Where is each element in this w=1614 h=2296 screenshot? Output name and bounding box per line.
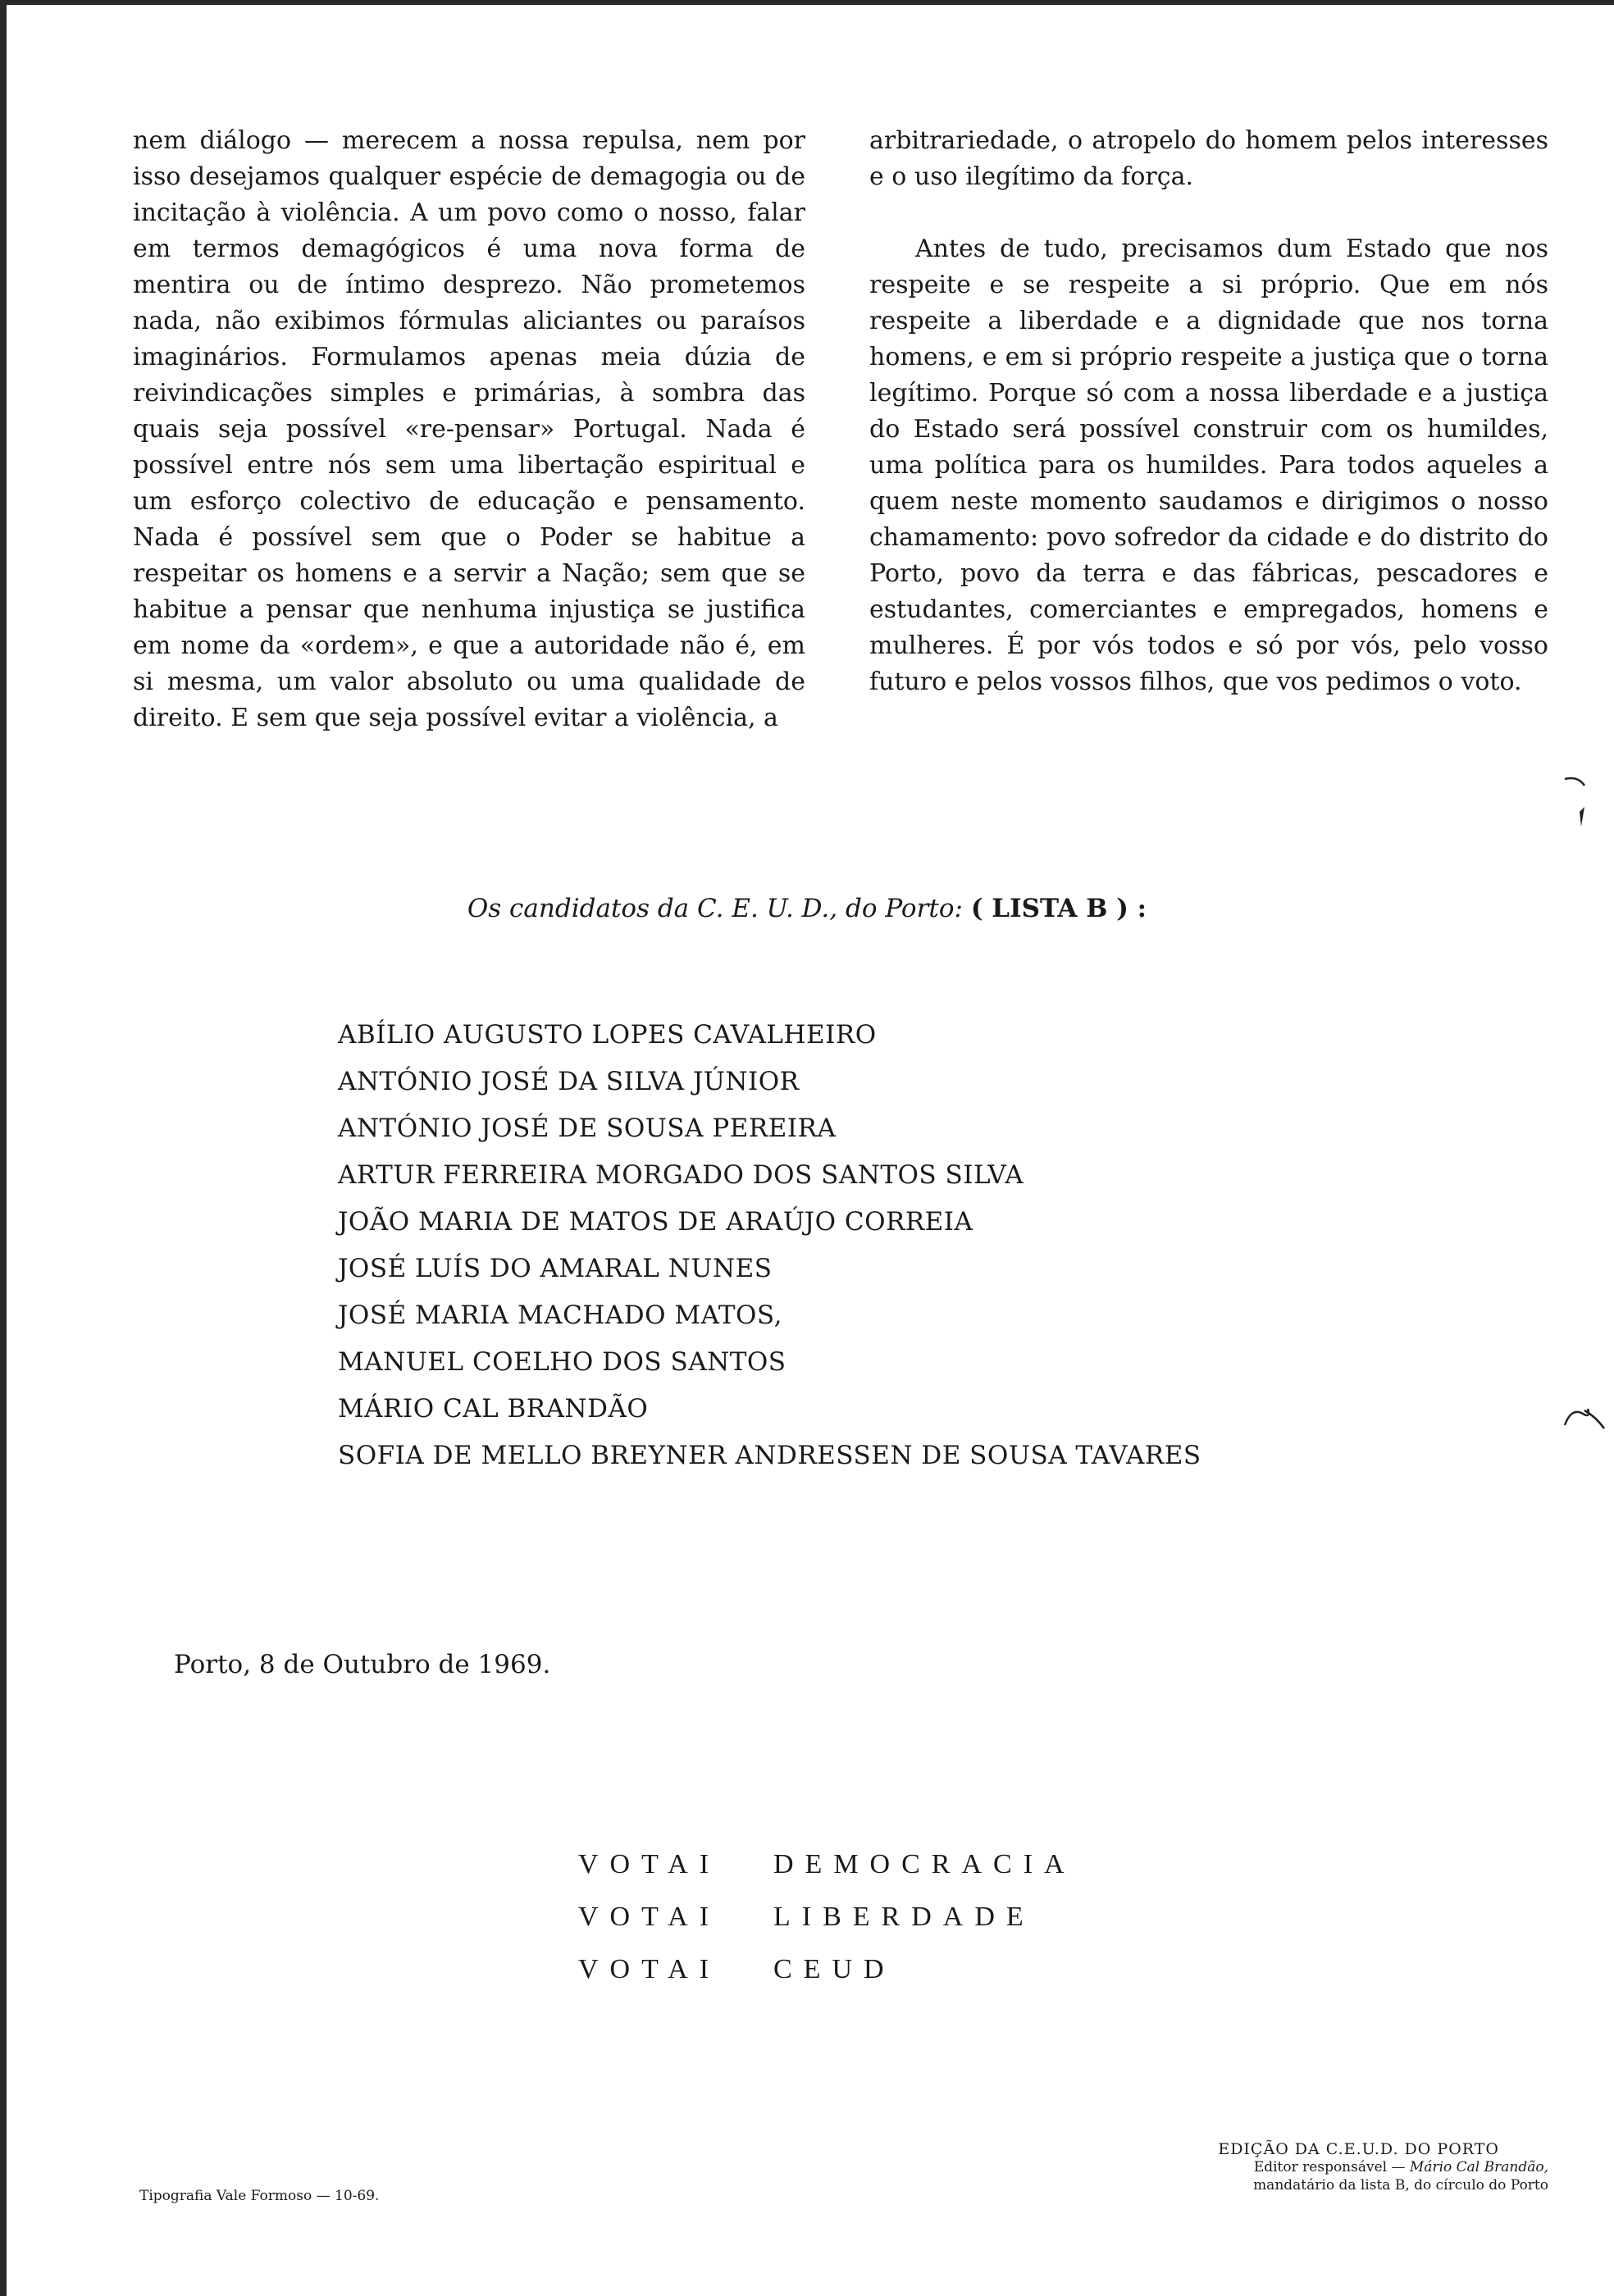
date-line: Porto, 8 de Outubro de 1969. [174,1650,551,1679]
left-edge-rule [0,0,7,2296]
candidate-name: SOFIA DE MELLO BREYNER ANDRESSEN DE SOUSA TAVARES [338,1441,1201,1470]
printer-credit: Tipografia Vale Formoso — 10-69. [139,2188,380,2204]
candidate-name: JOSÉ MARIA MACHADO MATOS, [338,1301,782,1330]
right-column-paragraph-1: arbitrariedade, o atropelo do homem pelos interesses e o uso ilegítimo da força. [869,126,1548,191]
editor-prefix: Editor responsável — [1253,2159,1406,2175]
slogan-verb: VOTAI [578,1849,721,1879]
slogan-line [578,1838,1076,1891]
editor-name: Mário Cal Brandão, [1409,2159,1548,2175]
list-label: ( LISTA B ) : [970,894,1147,923]
top-edge-rule [0,0,1614,5]
candidates-heading [0,894,1614,923]
candidate-name: ANTÓNIO JOSÉ DA SILVA JÚNIOR [338,1067,800,1096]
editor-suffix: mandatário da lista B, do círculo do Porto [1253,2177,1548,2194]
candidate-name: MANUEL COELHO DOS SANTOS [338,1347,786,1377]
editor-line [1132,2158,1548,2176]
slogan-word: DEMOCRACIA [773,1849,1076,1879]
slogan-verb: VOTAI [578,1954,721,1984]
left-column-paragraph: nem diálogo — merecem a nossa repulsa, nem por isso desejamos qualquer espécie de demagogia ou de incitação à violência. A um povo como o nosso, falar em termos demagógicos é uma nova forma de mentira ou de íntimo desprezo. Não prometemos nada, não exibimos fórmulas aliciantes ou paraísos imaginários. Formulamos apenas meia dúzia de reivindicações simples e primárias, à sombra das quais seja possível «re-pensar» Portugal. Nada é possível entre nós sem uma libertação espiritual e um esforço colectivo de educação e pensamento. Nada é possível sem que o Poder se habitue a respeitar os homens e a servir a Nação; sem que se habitue a pensar que nenhuma injustiça se justifica em nome da «ordem», e que a autoridade não é, em si mesma, um valor absoluto ou uma qualidade de direito. E sem que seja possível evitar a violência, a [133,126,805,732]
candidate-name: ARTUR FERREIRA MORGADO DOS SANTOS SILVA [338,1160,1024,1190]
candidate-name: MÁRIO CAL BRANDÃO [338,1394,649,1424]
candidate-name: ANTÓNIO JOSÉ DE SOUSA PEREIRA [338,1114,837,1143]
slogan-word: CEUD [773,1954,896,1984]
candidate-name: JOSÉ LUÍS DO AMARAL NUNES [338,1254,773,1283]
edition-title: EDIÇÃO DA C.E.U.D. DO PORTO [1218,2140,1499,2158]
right-column-paragraph-2: Antes de tudo, precisamos dum Estado que nos respeite e se respeite a si próprio. Que em nós respeite a liberdade e a dignidade que nos torna homens, e em si próprio respeite a justiça que o torna legítimo. Porque só com a nossa liberdade e a justiça do Estado será possível construir com os humildes, uma política para os humildes. Para todos aqueles a quem neste momento saudamos e dirigimos o nosso chamamento: povo sofredor da cidade e do distrito do Porto, povo da terra e das fábricas, pescadores e estudantes, comerciantes e empregados, homens e mulheres. É por vós todos e só por vós, pelo vosso futuro e pelos vossos filhos, que vos pedimos o voto. [869,235,1548,696]
slogan-line [578,1891,1076,1943]
candidates-heading-text: Os candidatos da C. E. U. D., do Porto: [467,894,963,923]
slogan-block [578,1838,1076,1996]
slogan-verb: VOTAI [578,1902,721,1932]
candidate-list [338,1012,1201,1479]
right-text-column [869,123,1548,700]
edition-credit [1132,2140,1548,2194]
slogan-word: LIBERDADE [773,1902,1035,1932]
margin-scribble-mark [1563,1402,1606,1432]
slogan-line [578,1943,1076,1996]
candidate-name: JOÃO MARIA DE MATOS DE ARAÚJO CORREIA [338,1207,973,1237]
margin-smudge-mark [1563,774,1588,831]
candidate-name: ABÍLIO AUGUSTO LOPES CAVALHEIRO [338,1020,877,1050]
left-text-column [133,123,805,736]
